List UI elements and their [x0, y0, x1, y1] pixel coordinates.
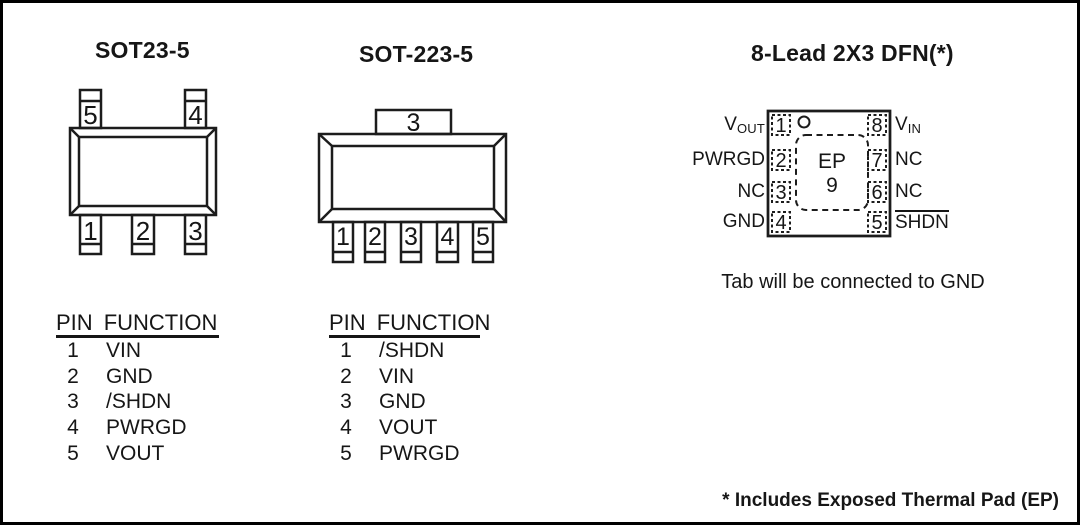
dfn-pin-label-gnd: GND	[722, 211, 765, 232]
sot223-5-title: SOT-223-5	[359, 41, 474, 67]
dfn-pin6-number: 6	[871, 182, 883, 204]
sot23-body-inner	[79, 137, 207, 206]
function-column-header: FUNCTION	[103, 310, 218, 335]
pin-number-cell: 4	[340, 416, 352, 440]
pin-number-cell: 5	[340, 441, 352, 465]
sot23-pin3-number: 3	[188, 216, 203, 246]
sot23-pin-function-table	[56, 311, 219, 466]
dfn-pin7-number: 7	[871, 150, 883, 172]
table-row	[329, 338, 480, 364]
sot223-pin-function-table	[329, 310, 491, 466]
pin-function-cell: GND	[379, 390, 426, 414]
pin-number-cell: 2	[340, 364, 352, 388]
pin-number-cell: 2	[67, 364, 79, 388]
dfn-pin-label-pwrgd: PWRGD	[692, 149, 765, 170]
dfn-pin3-number: 3	[775, 182, 787, 204]
pin-column-header: PIN	[56, 310, 93, 335]
dfn-pin8-number: 8	[871, 115, 883, 137]
table-row	[56, 441, 219, 467]
pin-function-cell: VOUT	[106, 441, 165, 465]
dfn-pin1-number: 1	[775, 115, 787, 137]
table-header	[329, 310, 491, 338]
table-row	[329, 415, 480, 441]
sot223-pin3-number: 3	[404, 223, 418, 251]
dfn-pin2-number: 2	[775, 150, 787, 172]
pin-number-cell: 4	[67, 416, 79, 440]
sot23-pin4-number: 4	[188, 100, 203, 130]
sot223-body-inner	[332, 146, 494, 209]
pin-function-cell: VOUT	[379, 416, 438, 440]
dfn-pin-label-nc6: NC	[895, 181, 923, 202]
sot223-pin-numbers	[336, 109, 490, 251]
dfn-package-outline	[768, 111, 890, 236]
dfn-title: 8-Lead 2X3 DFN(*)	[751, 40, 954, 66]
dfn-pin-label-vin: $V_{IN}$	[895, 114, 922, 136]
pin-function-cell: PWRGD	[379, 441, 460, 465]
sot23-5-title: SOT23-5	[95, 37, 190, 63]
shdn-overline: SHDN	[895, 212, 949, 233]
dfn-pin-label-nc7: NC	[895, 149, 923, 170]
sot223-pin2-number: 2	[368, 223, 382, 251]
pin-function-cell: PWRGD	[106, 416, 187, 440]
table-row	[56, 415, 219, 441]
sot223-pin4-number: 4	[440, 223, 455, 251]
dfn-pin-label-vout: $V_{OUT}$	[724, 114, 765, 136]
pin-column-header: PIN	[329, 310, 366, 335]
pin-function-cell: GND	[106, 364, 153, 388]
sot23-body-outer	[70, 128, 216, 215]
dfn-tab-note: Tab will be connected to GND	[721, 271, 985, 293]
table-row	[56, 364, 219, 390]
function-column-header: FUNCTION	[376, 310, 491, 335]
dfn-pin-label-nc3: NC	[737, 181, 765, 202]
pin-function-cell: /SHDN	[106, 390, 172, 414]
dfn-pin-label-shdn	[895, 210, 949, 232]
dfn-pin4-number: 4	[775, 212, 787, 234]
sot23-pin1-number: 1	[83, 216, 98, 246]
pin-function-cell: VIN	[106, 339, 142, 362]
thermal-pad-footnote: * Includes Exposed Thermal Pad (EP)	[722, 490, 1059, 511]
dfn-pin5-number: 5	[871, 212, 883, 234]
pin-number-cell: 5	[67, 441, 79, 465]
sot223-tab-pin-number: 3	[406, 109, 421, 137]
sot223-pin5-number: 5	[476, 223, 490, 251]
pin-number-cell: 1	[340, 339, 352, 362]
table-row	[56, 338, 219, 364]
dfn-exposed-pad-label: EP	[817, 150, 847, 173]
sot23-pin5-number: 5	[83, 100, 98, 130]
pin-number-cell: 3	[67, 390, 79, 414]
table-row	[56, 389, 219, 415]
sot223-pin1-number: 1	[336, 223, 350, 251]
dfn-exposed-pad-number: 9	[826, 174, 838, 197]
table-header	[56, 311, 219, 338]
table-row	[329, 389, 480, 415]
pin-number-cell: 1	[67, 339, 79, 362]
table-row	[329, 441, 480, 467]
pin-function-cell: /SHDN	[379, 339, 445, 362]
pin-number-cell: 3	[340, 390, 352, 414]
table-row	[329, 364, 480, 390]
dfn-pin1-indicator-dot	[799, 117, 810, 128]
sot23-pin2-number: 2	[135, 216, 151, 246]
pin-function-cell: VIN	[379, 364, 415, 388]
